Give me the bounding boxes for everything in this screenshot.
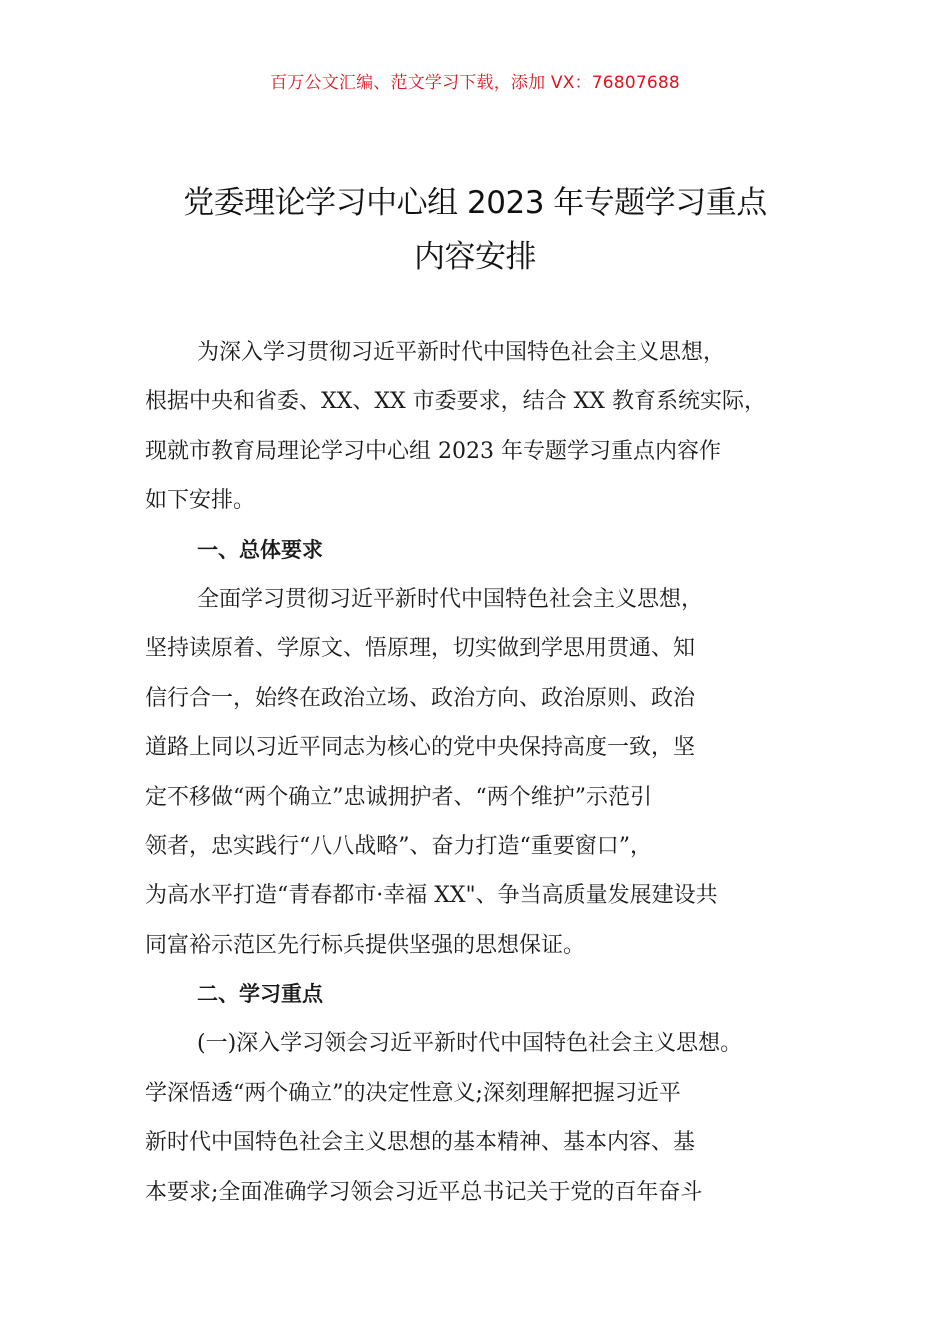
text-line: 道路上同以习近平同志为核心的党中央保持高度一致，坚 — [145, 735, 696, 761]
text-line: 全面学习贯彻习近平新时代中国特色社会主义思想， — [197, 586, 704, 612]
text-line: 定不移做“两个确立”忠诚拥护者、“两个维护”示范引 — [145, 784, 652, 810]
section-heading-study-focus: 二、学习重点 — [197, 982, 323, 1007]
text-line: 坚持读原着、学原文、悟原理，切实做到学思用贯通、知 — [145, 636, 696, 662]
text-line: 信行合一，始终在政治立场、政治方向、政治原则、政治 — [145, 685, 696, 711]
text-line: 同富裕示范区先行标兵提供坚强的思想保证。 — [145, 932, 586, 958]
text-line: 为深入学习贯彻习近平新时代中国特色社会主义思想， — [197, 340, 726, 365]
text-line: 新时代中国特色社会主义思想的基本精神、基本内容、基 — [145, 1130, 696, 1156]
text-line: (一)深入学习领会习近平新时代中国特色社会主义思想。 — [197, 1031, 743, 1057]
text-line: 学深悟透“两个确立”的决定性意义;深刻理解把握习近平 — [145, 1080, 681, 1106]
section1-paragraph — [145, 575, 825, 970]
text-line: 领者，忠实践行“八八战略”、奋力打造“重要窗口”， — [145, 833, 652, 859]
section2-paragraph — [145, 1019, 825, 1217]
watermark-banner: 百万公文汇编、范文学习下载，添加 VX：76807688 — [270, 73, 680, 93]
document-title — [120, 176, 830, 284]
text-line: 如下安排。 — [145, 488, 256, 514]
intro-paragraph — [145, 328, 825, 526]
title-line-1: 党委理论学习中心组 2023 年专题学习重点 — [183, 185, 767, 221]
text-line: 为高水平打造“青春都市·幸福 XX"、争当高质量发展建设共 — [145, 883, 718, 909]
document-body — [145, 328, 825, 1217]
text-line: 现就市教育局理论学习中心组 2023 年专题学习重点内容作 — [145, 438, 721, 464]
section-heading-overall-requirements: 一、总体要求 — [197, 537, 323, 562]
title-line-2: 内容安排 — [414, 239, 536, 275]
text-line: 根据中央和省委、XX、XX 市委要求，结合 XX 教育系统实际， — [145, 389, 766, 415]
text-line: 本要求;全面准确学习领会习近平总书记关于党的百年奋斗 — [145, 1179, 703, 1205]
